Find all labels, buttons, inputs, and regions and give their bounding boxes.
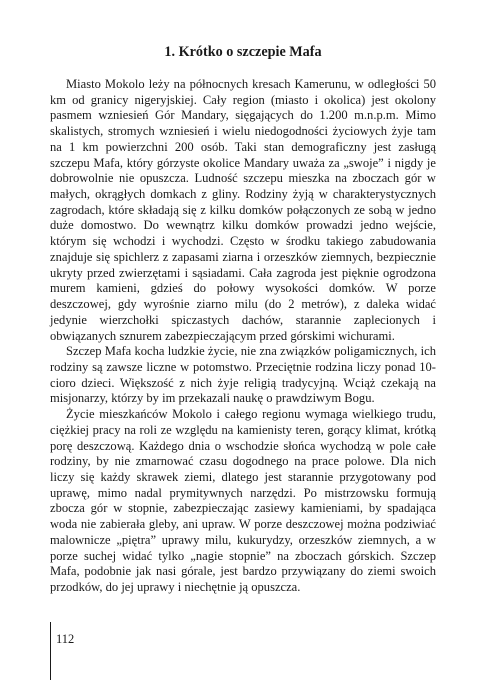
paragraph-3: Życie mieszkańców Mokolo i całego regionu wymaga wielkiego trudu, ciężkiej pracy na roli ze względu na kamienisty teren, gorący klimat, krótką porę deszczową. Każdego dnia o wschodzie słońca wychodzą w pole całe rodziny, by nie zmarnować czasu dogodnego na prace polowe. Dla nich liczy się każdy skrawek ziemi, dlatego jest starannie przygotowany pod uprawę, mimo nadal prymitywnych narzędzi. Po mistrzowsku formują zbocza gór w stopnie, zabezpieczając zasiewy kamieniami, by spadająca woda nie zabierała gleby, ani upraw. W porze deszczowej można podziwiać malownicze „piętra” uprawy milu, kukurydzy, orzeszków ziemnych, a w porze suchej widać tylko „nagie stopnie” na zboczach górskich. Szczep Mafa, podobnie jak nasi górale, jest bardzo przywiązany do ziemi swoich przodków, do jej uprawy i niechętnie ją opuszcza. — [50, 407, 436, 594]
paragraph-2: Szczep Mafa kocha ludzkie życie, nie zna związków poligamicznych, ich rodziny są zawsze liczne w potomstwo. Przeciętnie rodzina liczy ponad 10-cioro dzieci. Większość z nich żyje religią tradycyjną. Wciąż czekają na misjonarzy, którzy by im przekazali naukę o prawdziwym Bogu. — [50, 344, 436, 406]
section-heading: 1. Krótko o szczepie Mafa — [164, 44, 322, 60]
footer-rule — [50, 622, 51, 680]
paragraph-1: Miasto Mokolo leży na północnych kresach Kamerunu, w odległości 50 km od granicy nigeryjskiej. Cały region (miasto i okolica) jest okolony pasmem wzniesień Gór Mandary, sięgających do 1.200 m.n.p.m. Mimo skalistych, stromych wzniesień i wielu niedogodności życiowych żyje tam na 1 km powierzchni 200 osób. Taki stan demograficzny jest zasługą szczepu Mafa, który górzyste okolice Mandary uważa za „swoje” i nigdy je dobrowolnie nie opuszcza. Ludność szczepu mieszka na zboczach gór w małych, okrągłych domkach z gliny. Rodziny żyją w charakterystycznych zagrodach, które składają się z kilku domków połączonych ze sobą w jedno duże domostwo. Do wewnątrz kilku domków prowadzi jedno wejście, którym się wchodzi i wychodzi. Często w środku takiego zabudowania znajduje się spichlerz z zapasami ziarna i orzeszków ziemnych, bezpiecznie ukryty przed zwierzętami i sąsiadami. Cała zagroda jest pięknie ogrodzona murem kamieni, gdzieś do połowy wysokości domków. W porze deszczowej, gdy wyrośnie ziarno milu (do 2 metrów), z daleka widać jedynie wierzchołki spiczastych dachów, starannie zaplecionych i obwiązanych sznurem zabezpieczającym przed górskimi wichurami. — [50, 77, 436, 343]
page-number: 112 — [56, 632, 75, 646]
body-text — [50, 77, 436, 596]
